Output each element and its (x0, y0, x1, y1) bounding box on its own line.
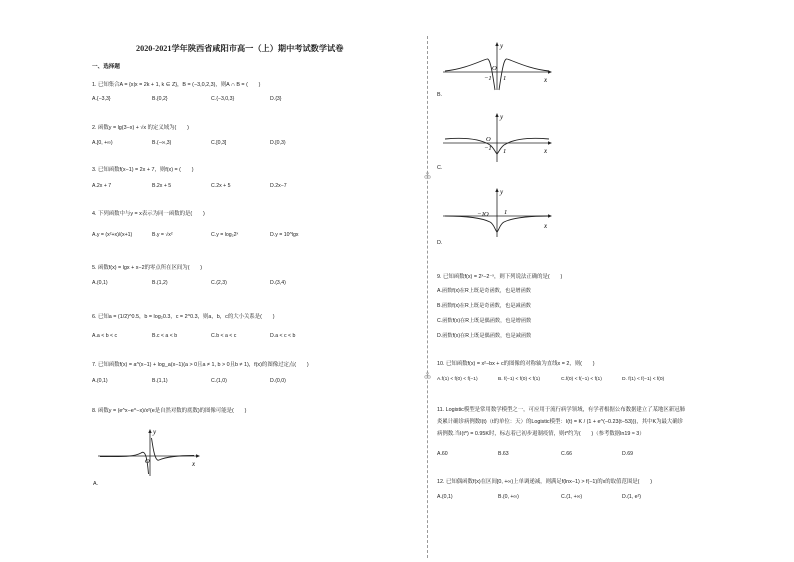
binding-cut-line (427, 36, 428, 558)
q1-option-c[interactable]: C.{−3,0,3} (211, 96, 235, 102)
graph-c-tick-pos: 1 (503, 148, 507, 155)
q10-option-d[interactable]: D. f(1) < f(−1) < f(0) (622, 377, 665, 382)
graph-b-y-label: y (500, 42, 504, 50)
q10-option-c[interactable]: C.f(0) < f(−1) < f(1) (561, 377, 602, 382)
q8-option-a[interactable]: A. (93, 481, 99, 487)
q5-option-d[interactable]: D.(3,4) (270, 280, 286, 286)
q7-option-b[interactable]: B.(1,1) (152, 378, 168, 384)
scissors-icon (424, 372, 431, 379)
question-10-stem: 10. 已知函数f(x) = x²−bx + c的图像的对称轴为直线x = 2，则( ) (437, 361, 595, 367)
graph-b-tick-neg: −1 (484, 75, 492, 82)
q10-option-b[interactable]: B. f(−1) < f(0) < f(1) (498, 377, 540, 382)
q3-option-c[interactable]: C.2x + 5 (211, 183, 231, 189)
q2-option-d[interactable]: D.[0,3) (270, 140, 286, 146)
q8-option-d[interactable]: D. (437, 240, 443, 246)
q3-option-a[interactable]: A.2x + 7 (92, 183, 112, 189)
question-1-stem: 1. 已知集合A = {x|x = 2k + 1, k ∈ Z}，B = (−3,0,2,3)，则A ∩ B = ( ) (92, 82, 261, 88)
graph-c-x-label: x (544, 147, 548, 155)
q6-option-a[interactable]: A.a < b < c (92, 333, 118, 339)
q5-option-c[interactable]: C.(2,3) (211, 280, 227, 286)
q11-option-a[interactable]: A.60 (437, 451, 448, 457)
q9-option-b[interactable]: B.函数f(x)在R上既是奇函数，也是减函数 (437, 303, 531, 309)
q4-option-d[interactable]: D.y = 10^lgx (270, 232, 299, 238)
q2-option-c[interactable]: C.[0,3] (211, 140, 227, 146)
q3-option-d[interactable]: D.2x−7 (270, 183, 287, 189)
q6-option-d[interactable]: D.a < c < b (270, 333, 296, 339)
q12-option-d[interactable]: D.(1, e²) (622, 494, 642, 500)
graph-b-tick-pos: 1 (503, 75, 507, 82)
graph-b (440, 38, 555, 92)
graph-d-y-label: y (500, 188, 504, 196)
graph-a-origin: O (145, 458, 150, 465)
q5-option-b[interactable]: B.(1,2) (152, 280, 168, 286)
q11-option-c[interactable]: C.66 (561, 451, 572, 457)
graph-d (440, 185, 555, 239)
question-11-stem: 11. Logistic模型是常用数学模型之一，可应用于流行病学领域，有学者根据公布数据建立了某地区新冠肺炎累计确诊病例数I(t)（t的单位：天）的Logistic模型：I(t) = K / (1 + e^(−0.23(t−53)))，其中K为最大确诊病例数.当I(t*) = 0.95K时，标志着已初步遏制疫情，则t*约为( )（参考数据ln19 ≈ 3） (437, 407, 685, 437)
scissors-icon (424, 172, 431, 179)
graph-c-y-label: y (500, 113, 504, 121)
question-9-stem: 9. 已知函数f(x) = 2ˣ−2⁻ˣ，则下列说法正确的是( ) (437, 274, 563, 280)
q12-option-c[interactable]: C.(1, +∞) (561, 494, 583, 500)
graph-c (440, 110, 555, 164)
q2-option-b[interactable]: B.(−∞,3) (152, 140, 172, 146)
q12-option-b[interactable]: B.(0, +∞) (498, 494, 519, 500)
q9-option-d[interactable]: D.函数f(x)在R上既是偶函数，也是减函数 (437, 333, 532, 339)
question-4-stem: 4. 下列函数中与y = x表示为同一函数的是( ) (92, 211, 205, 217)
q4-option-a[interactable]: A.y = (x²+x)/(x+1) (92, 232, 133, 238)
q5-option-a[interactable]: A.(0,1) (92, 280, 108, 286)
graph-d-origin: O (484, 211, 489, 218)
section-heading: 一、选择题 (92, 64, 120, 70)
graph-a (94, 426, 204, 478)
q11-option-d[interactable]: D.69 (622, 451, 633, 457)
q4-option-b[interactable]: B.y = √x² (152, 232, 173, 238)
graph-d-x-label: x (544, 222, 548, 230)
q11-option-b[interactable]: B.63 (498, 451, 509, 457)
q1-option-b[interactable]: B.{0,2} (152, 96, 168, 102)
q1-option-d[interactable]: D.{3} (270, 96, 282, 102)
graph-d-tick-neg: −1 (477, 211, 485, 218)
q2-option-a[interactable]: A.[0, +∞) (92, 140, 113, 146)
graph-b-origin: O (492, 65, 497, 72)
question-7-stem: 7. 已知函数f(x) = a^(x−1) + log_a(x−1)(a > 0且a ≠ 1, b > 0且b ≠ 1)，f(x)的图像过定点( ) (92, 362, 309, 368)
graph-c-tick-neg: −1 (484, 145, 492, 152)
q7-option-a[interactable]: A.(0,1) (92, 378, 108, 384)
q7-option-d[interactable]: D.(0,0) (270, 378, 286, 384)
q10-option-a[interactable]: A.f(1) < f(0) < f(−1) (437, 377, 478, 382)
graph-d-tick-pos: 1 (504, 209, 508, 216)
q3-option-b[interactable]: B.2x + 5 (152, 183, 172, 189)
q9-option-a[interactable]: A.函数f(x)在R上既是奇函数，也是增函数 (437, 288, 531, 294)
question-12-stem: 12. 已知偶函数f(x)在区间[0, +∞)上单调递减，则满足f(lnx−1) > f(−1)的x的取值范围是( ) (437, 479, 652, 485)
q1-option-a[interactable]: A.{−3,3} (92, 96, 111, 102)
q8-option-c[interactable]: C. (437, 165, 443, 171)
q8-option-b[interactable]: B. (437, 92, 443, 98)
graph-a-x-label: x (192, 460, 196, 468)
graph-b-x-label: x (544, 76, 548, 84)
graph-c-origin: O (486, 136, 491, 143)
q9-option-c[interactable]: C.函数f(x)在R上既是偶函数，也是增函数 (437, 318, 532, 324)
question-5-stem: 5. 函数f(x) = lgx + x−2的零点所在区间为( ) (92, 265, 203, 271)
graph-a-y-label: y (153, 428, 157, 436)
question-6-stem: 6. 已知a = (1/2)^0.5，b = log₂0.3，c = 2^0.3，则a，b，c的大小关系是( ) (92, 314, 275, 320)
question-2-stem: 2. 函数y = lg(3−x) + √x 的定义域为( ) (92, 125, 189, 131)
question-8-stem: 8. 函数y = (e^x−e^−x)/x²(e是自然对数的底数)的图像可能是( ) (92, 408, 247, 414)
q6-option-c[interactable]: C.b < a < c (211, 333, 237, 339)
question-3-stem: 3. 已知函数f(x−1) = 2x + 7，则f(x) = ( ) (92, 167, 194, 173)
q7-option-c[interactable]: C.(1,0) (211, 378, 227, 384)
q6-option-b[interactable]: B.c < a < b (152, 333, 178, 339)
paper-title: 2020-2021学年陕西省咸阳市高一（上）期中考试数学试卷 (136, 44, 344, 53)
q4-option-c[interactable]: C.y = log₂2ˣ (211, 232, 239, 238)
q12-option-a[interactable]: A.(0,1) (437, 494, 453, 500)
